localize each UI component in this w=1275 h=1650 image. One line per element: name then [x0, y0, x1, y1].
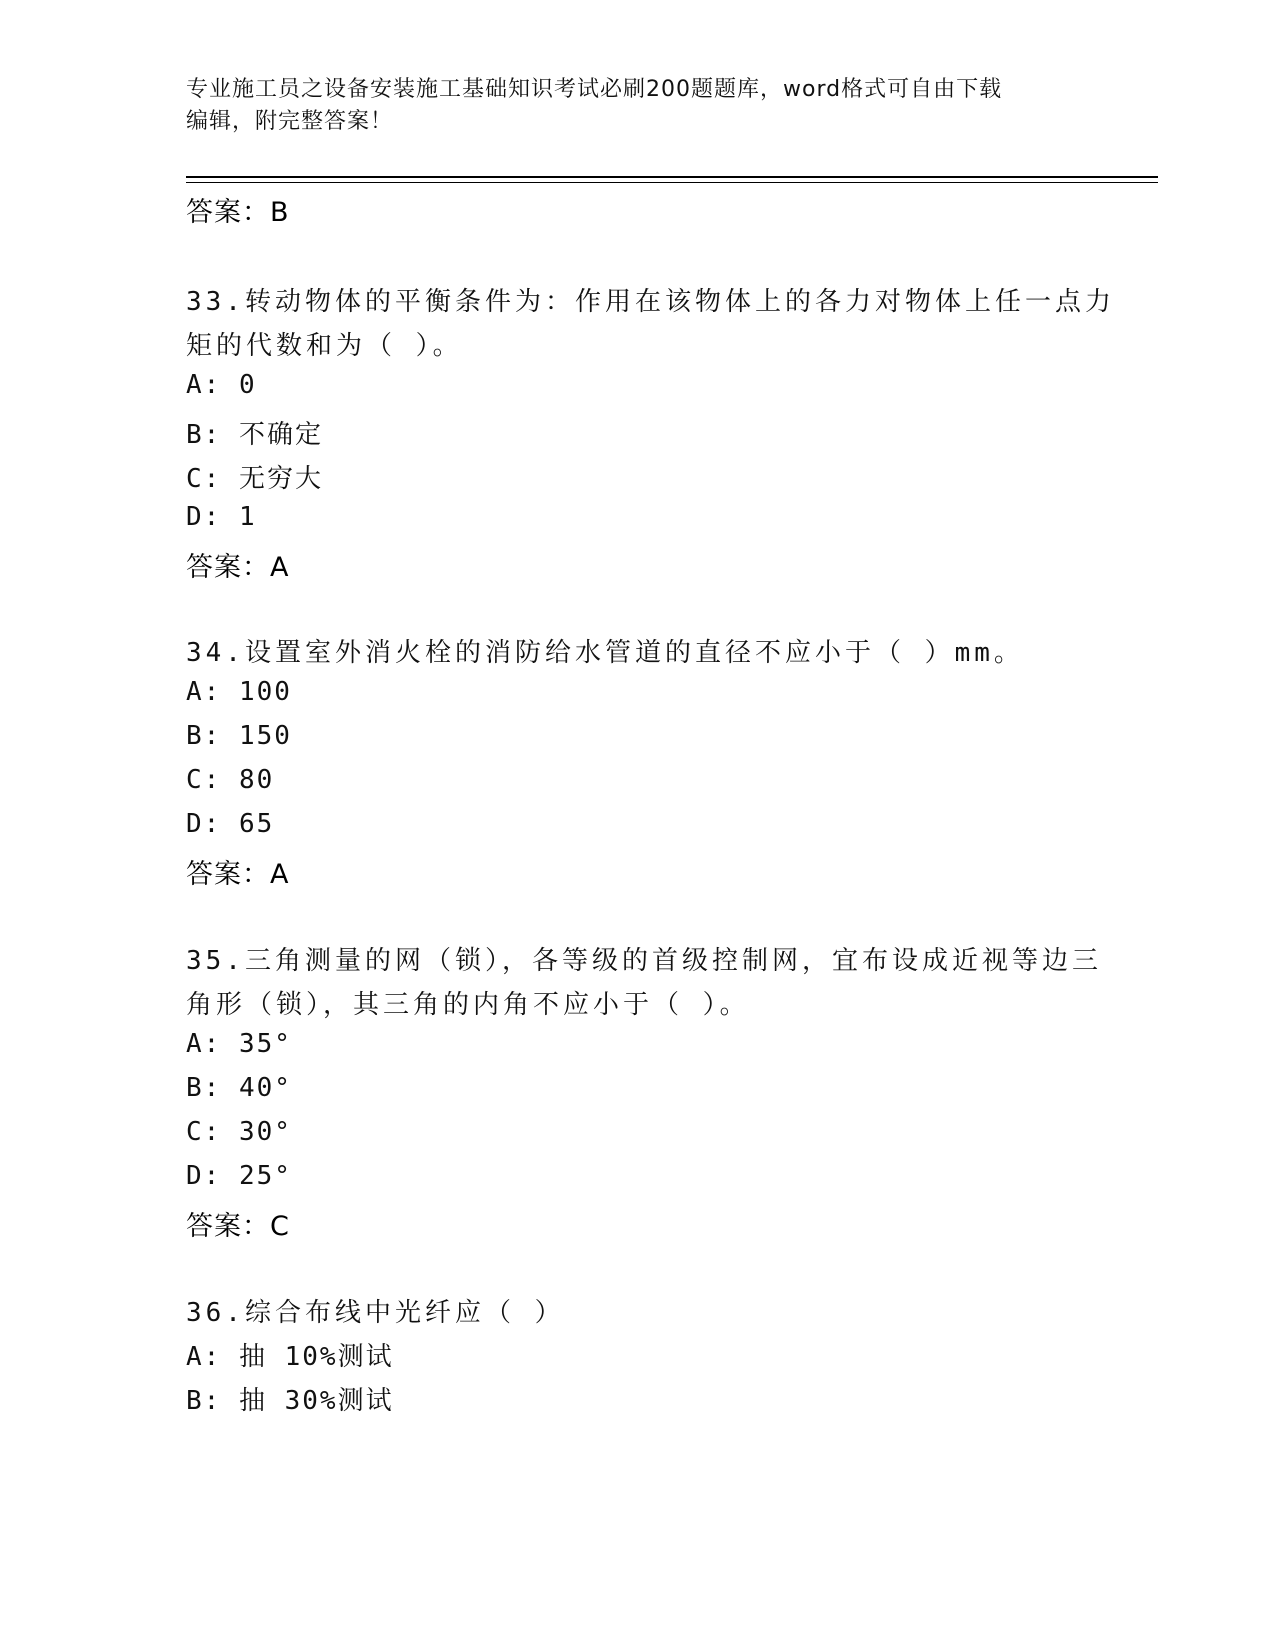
question-33-text-line-1: 33.转动物体的平衡条件为：作用在该物体上的各力对物体上任一点力 [186, 287, 1115, 317]
question-35-text-line-1: 35.三角测量的网（锁），各等级的首级控制网，宜布设成近视等边三 [186, 946, 1102, 976]
question-34-option-b: B: 150 [186, 721, 292, 751]
question-35-option-b: B: 40° [186, 1073, 292, 1103]
header-title-line-1: 专业施工员之设备安装施工基础知识考试必刷200题题库，word格式可自由下载 [186, 77, 1003, 102]
question-33-option-a: A: 0 [186, 370, 257, 400]
question-33-answer: 答案：A [186, 552, 290, 583]
header-divider-thick [186, 176, 1158, 178]
question-36-option-b: B: 抽 30%测试 [186, 1386, 394, 1416]
header-divider-thin [186, 182, 1158, 183]
question-36-option-a: A: 抽 10%测试 [186, 1342, 394, 1372]
question-35-option-d: D: 25° [186, 1161, 292, 1191]
question-33-option-d: D: 1 [186, 502, 257, 532]
question-34-text-line-1: 34.设置室外消火栓的消防给水管道的直径不应小于（ ）mm。 [186, 638, 1024, 668]
document-header [186, 74, 1086, 138]
question-33-option-b: B: 不确定 [186, 420, 323, 450]
question-35-option-c: C: 30° [186, 1117, 292, 1147]
question-34-option-a: A: 100 [186, 677, 292, 707]
question-33-text-line-2: 矩的代数和为（ ）。 [186, 331, 463, 361]
question-35-answer: 答案：C [186, 1211, 290, 1242]
question-34-answer: 答案：A [186, 859, 290, 890]
question-35-text-line-2: 角形（锁），其三角的内角不应小于（ ）。 [186, 990, 750, 1020]
question-35-option-a: A: 35° [186, 1029, 292, 1059]
question-36-text-line-1: 36.综合布线中光纤应（ ） [186, 1298, 565, 1328]
question-34-option-c: C: 80 [186, 765, 275, 795]
header-title-line-2: 编辑，附完整答案！ [186, 109, 394, 134]
question-34-option-d: D: 65 [186, 809, 275, 839]
previous-question-answer: 答案：B [186, 197, 290, 228]
question-33-option-c: C: 无穷大 [186, 464, 323, 494]
